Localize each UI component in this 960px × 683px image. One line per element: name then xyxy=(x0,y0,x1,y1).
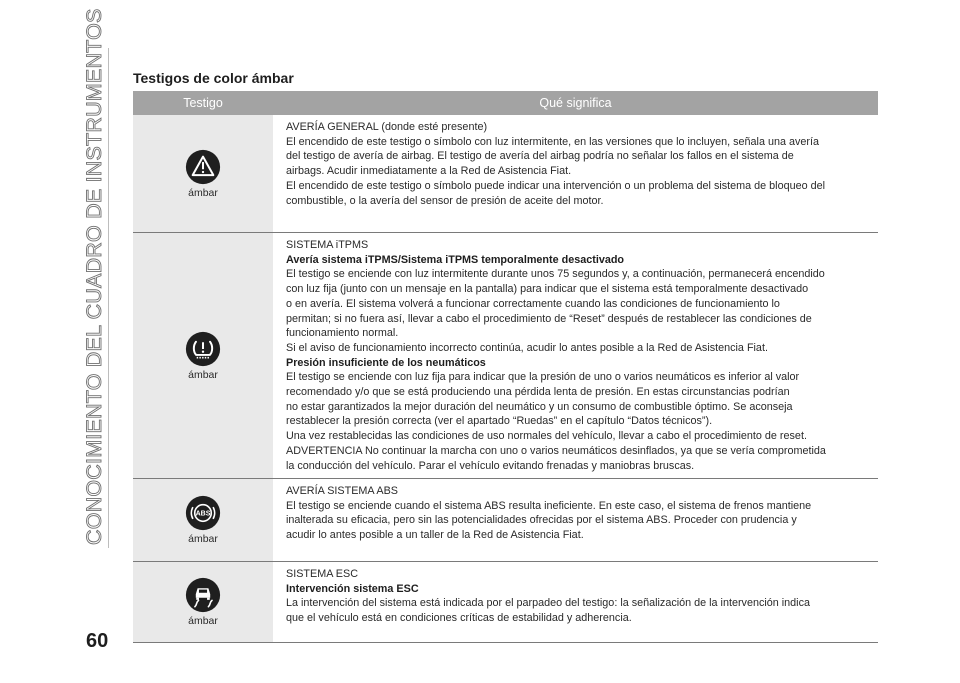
esc-skidding-car-icon xyxy=(185,577,221,613)
description-line: ADVERTENCIA No continuar la marcha con uno o varios neumáticos desinflados, ya que se vería comprometida xyxy=(286,444,826,457)
page-number: 60 xyxy=(86,630,109,652)
icon-caption: ámbar xyxy=(188,533,218,545)
description-line: combustible, o la avería del sensor de presión de aceite del motor. xyxy=(286,194,604,207)
warning-triangle-icon xyxy=(185,149,221,185)
description-line: con luz fija (junto con un mensaje en la pantalla) para indicar que el sistema está temporalmente desactivado xyxy=(286,283,809,296)
description-line: El testigo se enciende con luz fija para indicar que la presión de uno o varios neumáticos es inferior al valor xyxy=(286,371,800,384)
icon-cell xyxy=(133,233,273,478)
description-line: Una vez restablecidas las condiciones de uso normales del vehículo, llevar a cabo el procedimiento de reset. xyxy=(286,430,807,443)
subheading-low-pressure: Presión insuficiente de los neumáticos xyxy=(286,356,486,369)
description-line: AVERÍA GENERAL (donde esté presente) xyxy=(286,121,488,133)
description-line: restablecer la presión correcta (ver el apartado “Ruedas” en el capítulo “Datos técnicos”). xyxy=(286,415,713,428)
tire-pressure-icon xyxy=(185,331,221,367)
description-line: que el vehículo está en condiciones críticas de estabilidad y adherencia. xyxy=(286,612,632,625)
description-line: Si el aviso de funcionamiento incorrecto continúa, acudir lo antes posible a la Red de Asistencia Fiat. xyxy=(286,341,768,354)
table-row xyxy=(133,479,878,562)
icon-cell xyxy=(133,115,273,232)
description-line: El testigo se enciende cuando el sistema ABS resulta ineficiente. En este caso, el sistema de frenos mantiene xyxy=(286,499,812,512)
description-line: la conducción del vehículo. Parar el vehículo evitando frenadas y maniobras bruscas. xyxy=(286,459,695,472)
icon-cell xyxy=(133,479,273,561)
description-cell xyxy=(273,562,878,642)
icon-caption: ámbar xyxy=(188,368,218,381)
warning-lights-table xyxy=(133,91,878,643)
description-line: SISTEMA ESC xyxy=(286,568,358,580)
description-line: airbags. Acudir inmediatamente a la Red de Asistencia Fiat. xyxy=(286,165,572,178)
table-header xyxy=(133,91,878,115)
description-cell xyxy=(273,115,878,232)
table-row xyxy=(133,115,878,233)
description-line: AVERÍA SISTEMA ABS xyxy=(286,485,399,497)
description-line: permitan; si no fuera así, llevar a cabo el procedimiento de “Reset” después de restablecer las condiciones de xyxy=(286,312,812,325)
description-line: del testigo de avería de airbag. El testigo de avería del airbag podría no señalar los fallos en el sistema de xyxy=(286,150,794,163)
description-line: SISTEMA iTPMS xyxy=(286,239,369,251)
description-line: El testigo se enciende con luz intermitente durante unos 75 segundos y, a continuación, permanecerá encendido xyxy=(286,268,825,281)
abs-icon-text: ABS xyxy=(195,510,211,518)
section-heading: Testigos de color ámbar xyxy=(133,70,294,86)
icon-cell xyxy=(133,562,273,642)
description-line: acudir lo antes posible a un taller de la Red de Asistencia Fiat. xyxy=(286,529,584,542)
subheading-esc-intervention: Intervención sistema ESC xyxy=(286,582,419,595)
description-line: recomendado y/o que se está produciendo una pérdida lenta de presión. En estas circunstancias podrían xyxy=(286,386,790,399)
description-cell xyxy=(273,479,878,561)
description-line: El encendido de este testigo o símbolo puede indicar una intervención o un problema del sistema de bloqueo del xyxy=(286,179,826,192)
header-que-significa: Qué significa xyxy=(539,96,612,110)
subheading-itpms-fault: Avería sistema iTPMS/Sistema iTPMS temporalmente desactivado xyxy=(286,253,625,266)
icon-caption: ámbar xyxy=(188,186,218,199)
description-cell xyxy=(273,233,878,478)
icon-caption: ámbar xyxy=(188,615,218,627)
description-line: La intervención del sistema está indicada por el parpadeo del testigo: la señalización de la intervención indica xyxy=(286,597,810,610)
chapter-vertical-title: CONOCIMIENTO DEL CUADRO DE INSTRUMENTOS xyxy=(82,8,106,545)
description-line: El encendido de este testigo o símbolo con luz intermitente, en las versiones que lo incluyen, señala una avería xyxy=(286,135,819,148)
abs-icon xyxy=(185,495,221,531)
description-line: funcionamiento normal. xyxy=(286,327,399,340)
table-row xyxy=(133,233,878,479)
description-line: inalterada su eficacia, pero sin las potencialidades ofrecidas por el sistema ABS. Proceder con prudencia y xyxy=(286,514,797,527)
table-row xyxy=(133,562,878,643)
header-testigo: Testigo xyxy=(183,96,223,110)
description-line: no estar garantizados la mejor duración del neumático y un consumo de combustible óptimo. Se aconseja xyxy=(286,400,793,413)
description-line: o en avería. El sistema volverá a funcionar correctamente cuando las condiciones de funcionamiento lo xyxy=(286,297,780,310)
chapter-divider xyxy=(108,48,109,548)
